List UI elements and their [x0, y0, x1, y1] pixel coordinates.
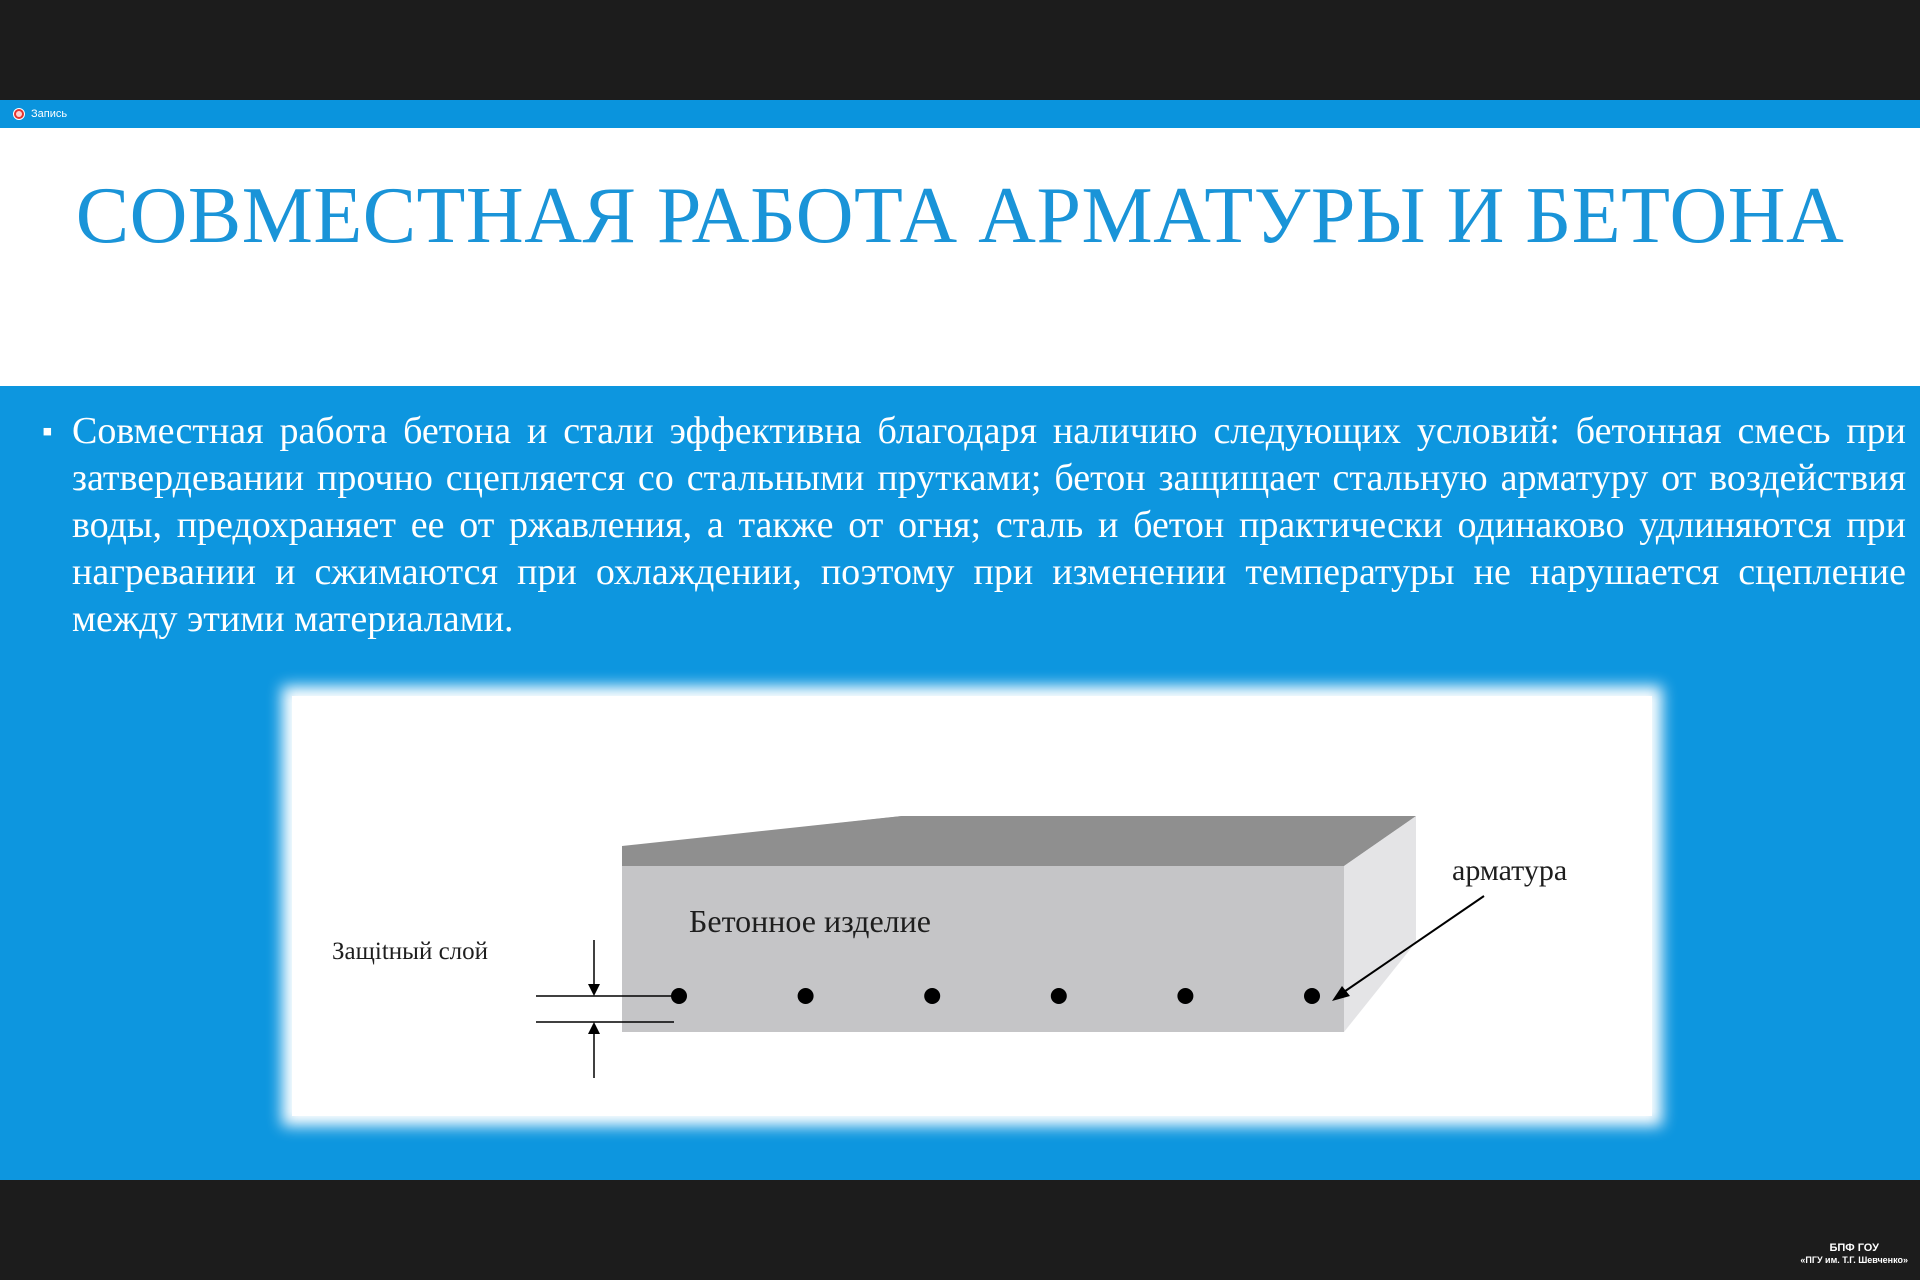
university-watermark	[1800, 1242, 1908, 1266]
watermark-line-2: «ПГУ им. Т.Г. Шевченко»	[1800, 1255, 1908, 1265]
label-rebar: арматура	[1452, 854, 1568, 887]
recording-bar	[0, 100, 1920, 128]
slide-title-area	[0, 128, 1920, 386]
rebar-dot	[1177, 988, 1193, 1004]
bottom-black-bar	[0, 1180, 1920, 1280]
rebar-dot	[1304, 988, 1320, 1004]
rebar-dot	[798, 988, 814, 1004]
block-front-face	[622, 866, 1344, 1032]
cover-dim-arrowhead-upper	[588, 984, 600, 996]
block-top-shade	[622, 816, 1416, 866]
recording-icon[interactable]	[13, 108, 25, 120]
rebar-dot	[924, 988, 940, 1004]
cover-dim-arrowhead-lower	[588, 1022, 600, 1034]
reinforced-concrete-figure	[292, 696, 1652, 1116]
label-concrete-product: Бетонное изделие	[689, 903, 931, 939]
figure-svg	[292, 696, 1652, 1116]
watermark-line-1: БПФ ГОУ	[1829, 1242, 1879, 1254]
slide-title: СОВМЕСТНАЯ РАБОТА АРМАТУРЫ И БЕТОНА	[75, 172, 1845, 260]
label-protective-layer: Защitный слой	[332, 938, 489, 965]
recording-label[interactable]: Запись	[31, 108, 68, 120]
rebar-dot	[1051, 988, 1067, 1004]
bullet-marker: ▪	[42, 415, 53, 448]
slide-body	[42, 408, 1906, 643]
presentation-slide	[0, 128, 1920, 1180]
bullet-paragraph: Совместная работа бетона и стали эффективна благодаря наличию следующих условий: бетонная смесь при затвердевании прочно сцепляется со стальными прутками; бетон защищает стальную арматуру от воздействия воды, предохраняет ее от ржавления, а также от огня; сталь и бетон практически одинаково удлиняются при нагревании и сжимаются при охлаждении, поэтому при изменении температуры не нарушается сцепление между этими материалами.	[72, 410, 1906, 640]
top-black-bar	[0, 0, 1920, 100]
